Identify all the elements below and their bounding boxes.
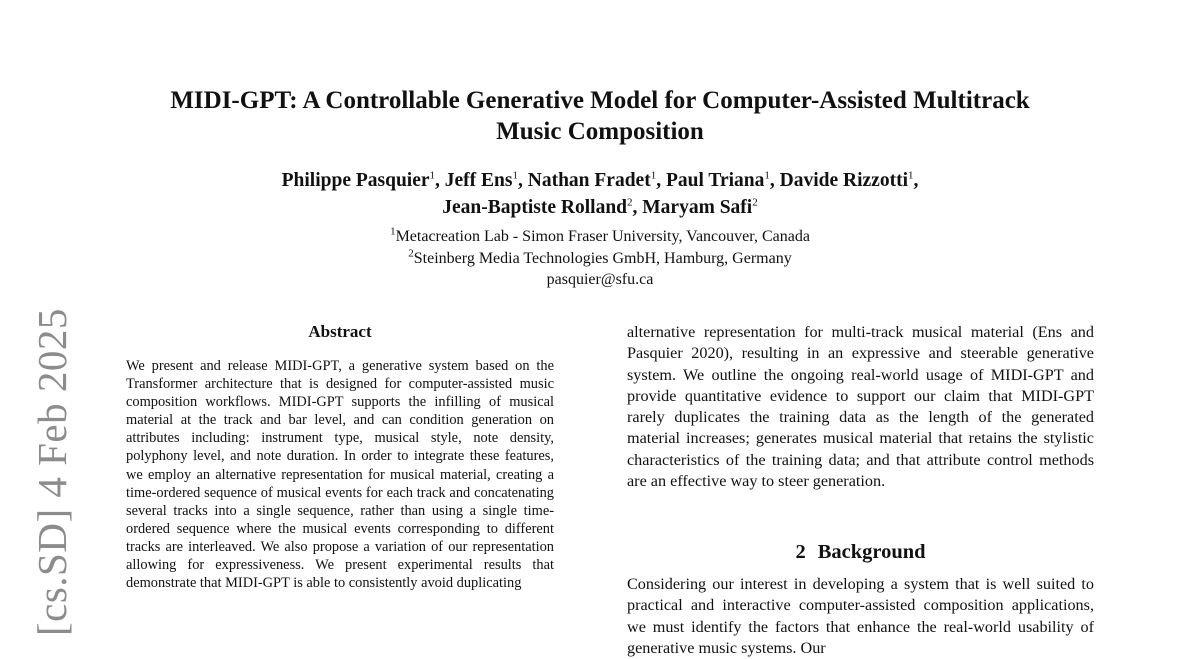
author-affiliation-mark: 1: [764, 169, 770, 182]
contact-email[interactable]: pasquier@sfu.ca: [546, 271, 654, 288]
author: Paul Triana: [665, 170, 765, 191]
author: Jeff Ens: [444, 170, 513, 191]
abstract-text: We present and release MIDI-GPT, a generative system based on the Transformer architecture that is designed for computer-assisted music composition workflows. MIDI-GPT supports the infilling of musical material at the track and bar level, and can condition generation on attributes including: instrument type, musical style, note density, polyphony level, and note duration. In order to integrate these features, we employ an alternative representation for musical material, creating a time-ordered sequence of musical events for each track and concatenating several tracks into a single sequence, rather than using a single time-ordered sequence where the musical events corresponding to different tracks are interleaved. We also propose a variation of our representation allowing for expressiveness. We present experimental results that demonstrate that MIDI-GPT is able to consistently avoid duplicating: [126, 358, 554, 592]
affiliation-text: Metacreation Lab - Simon Fraser University, Vancouver, Canada: [395, 228, 810, 245]
author-affiliation-mark: 1: [429, 169, 436, 182]
paper-title: [100, 85, 1100, 147]
background-text: Considering our interest in developing a system that is well suited to practical and interactive computer-assisted composition applications, we must identify the factors that enhance the real-world usability of generative music systems. Our: [627, 575, 1094, 657]
author: Davide Rizzotti: [779, 170, 908, 191]
author-affiliation-mark: 2: [752, 196, 758, 209]
intro-text: alternative representation for multi-track musical material (Ens and Pasquier 2020), resulting in an expressive and steerable generative system. We outline the ongoing real-world usage of MIDI-GPT and provide quantitative evidence to support our claim that MIDI-GPT rarely duplicates the training data as the length of the generated material increases; generates musical material that retains the stylistic characteristics of the training data; and that attribute control methods are an effective way to steer generation.: [627, 323, 1094, 491]
section-number: 2: [795, 541, 806, 563]
author: Maryam Safi: [642, 197, 753, 218]
author-affiliation-mark: 2: [627, 196, 633, 209]
intro-continuation: [627, 322, 1094, 492]
author: Jean-Baptiste Rolland: [442, 197, 628, 218]
affiliation-text: Steinberg Media Technologies GmbH, Hamburg, Germany: [413, 249, 792, 267]
author: Nathan Fradet: [527, 170, 651, 191]
affiliation-mark: 1: [390, 225, 396, 238]
affiliations: [100, 226, 1100, 291]
author-affiliation-mark: 1: [650, 169, 657, 182]
background-body: [627, 574, 1094, 659]
author: Philippe Pasquier: [281, 170, 430, 191]
author-affiliation-mark: 1: [512, 169, 518, 182]
affiliation-2: [100, 248, 1100, 270]
abstract-body: [126, 357, 554, 592]
affiliation-mark: 2: [408, 247, 414, 260]
title-line-2: Music Composition: [496, 118, 704, 145]
section-title: Background: [817, 541, 926, 563]
abstract-heading: Abstract: [308, 322, 372, 341]
arxiv-stamp: [cs.SD] 4 Feb 2025: [29, 308, 75, 636]
author-list: Philippe Pasquier$^1$, Jeff Ens$^1$, Nathan Fradet$^1$, Paul Triana$^1$, Davide Rizzotti$^1$, Jean-Baptiste Rolland$^2$, Maryam Safi$^2$: [281, 169, 919, 218]
title-line-1: MIDI-GPT: A Controllable Generative Model for Computer-Assisted Multitrack: [170, 87, 1030, 114]
author-affiliation-mark: 1: [907, 169, 914, 182]
section-heading-background: [627, 539, 1094, 565]
affiliation-1: [100, 226, 1100, 248]
